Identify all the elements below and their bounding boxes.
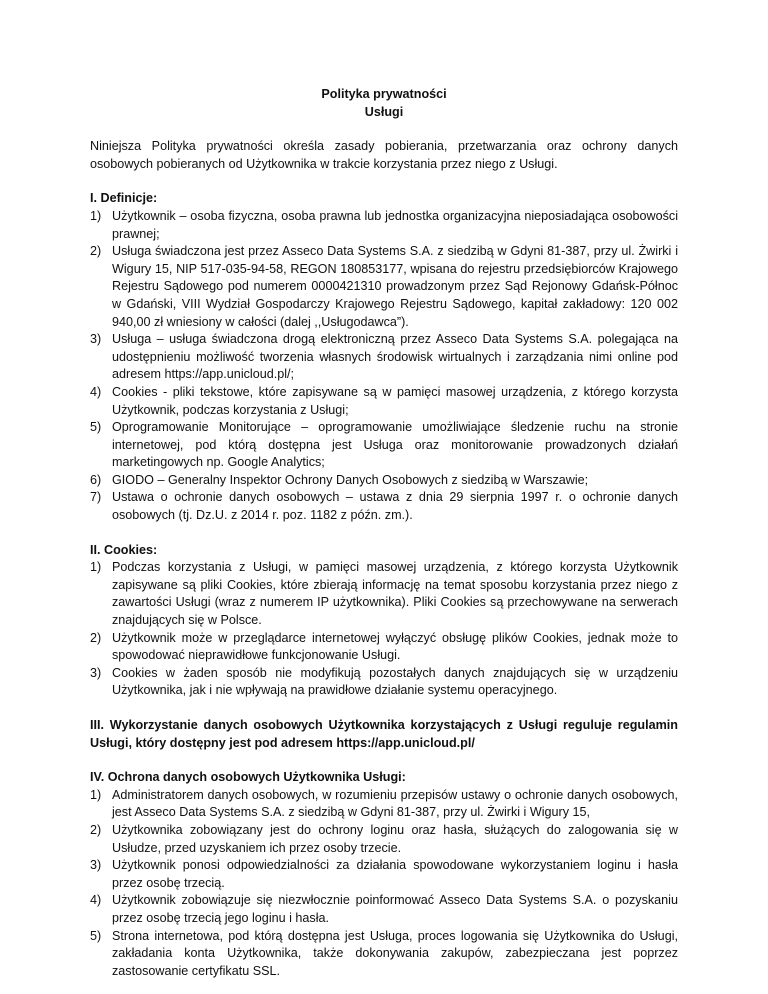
intro-paragraph: Niniejsza Polityka prywatności określa zasady pobierania, przetwarzania oraz ochrony danych osobowych pobieranych od Użytkownika w trakcie korzystania przez niego z Usługi. bbox=[90, 139, 678, 171]
list-item-number: 6) bbox=[90, 472, 102, 487]
list-item bbox=[90, 857, 678, 892]
list-item-text: Użytkownik zobowiązuje się niezwłocznie poinformować Asseco Data Systems S.A. o pozyskaniu przez osobę trzecią jego loginu i hasła. bbox=[112, 893, 678, 925]
list-item-text: Podczas korzystania z Usługi, w pamięci masowej urządzenia, z którego korzysta Użytkownik zapisywane są pliki Cookies, które zbierają informację na temat sposobu korzystania przez niego z zawartości Usługi (wraz z numerem IP użytkownika). Pliki Cookies są przechowywane na serwerach znajdujących się w Polsce. bbox=[112, 560, 678, 628]
list-item bbox=[90, 208, 678, 243]
section-protection-title: IV. Ochrona danych osobowych Użytkownika Usługi: bbox=[90, 770, 406, 785]
list-item-number: 4) bbox=[90, 384, 102, 399]
list-item-text: GIODO – Generalny Inspektor Ochrony Danych Osobowych z siedzibą w Warszawie; bbox=[112, 472, 589, 487]
list-item-text: Cookies w żaden sposób nie modyfikują pozostałych danych znajdujących się w urządzeniu Użytkownika, jak i nie wpływają na prawidłowe działanie systemu operacyjnego. bbox=[112, 665, 678, 698]
list-item-text: Usługa świadczona jest przez Asseco Data Systems S.A. z siedzibą w Gdyni 81-387, przy ul. Żwirki i Wigury 15, NIP 517-035-94-58, REGON 180853177, wpisana do rejestru przedsiębiorców Krajowego Rejestru Sądowego pod numerem 0000421310 prowadzonym przez Sąd Rejonowy Gdańsk-Północ w Gdański, VIII Wydział Gospodarczy Krajowego Rejestru Sądowego, kapitał zakładowy: 120 002 940,00 zł wniesiony w całości (dalej ,,Usługodawca”). bbox=[112, 244, 678, 329]
list-item-number: 2) bbox=[90, 244, 102, 259]
list-item-number: 5) bbox=[90, 420, 102, 435]
list-item-number: 2) bbox=[90, 630, 102, 645]
list-item-number: 2) bbox=[90, 822, 102, 837]
list-item-number: 3) bbox=[90, 665, 102, 680]
list-item bbox=[90, 419, 678, 472]
cookies-list bbox=[90, 559, 678, 700]
list-item-number: 1) bbox=[90, 787, 102, 802]
list-item-text: Ustawa o ochronie danych osobowych – ustawa z dnia 29 sierpnia 1997 r. o ochronie danych osobowych (tj. Dz.U. z 2014 r. poz. 1182 z późn. zm.). bbox=[112, 490, 678, 523]
section-definitions-title: I. Definicje: bbox=[90, 191, 158, 206]
list-item bbox=[90, 787, 678, 822]
list-item-text: Strona internetowa, pod którą dostępna jest Usługa, proces logowania się Użytkownika do Usługi, zakładania konta Użytkownika, także dokonywania zakupów, zabezpieczana jest poprzez zastosowanie certyfikatu SSL. bbox=[112, 928, 678, 978]
list-item-text: Cookies - pliki tekstowe, które zapisywane są w pamięci masowej urządzenia, z którego korzysta Użytkownik, podczas korzystania z Usługi; bbox=[112, 384, 678, 417]
list-item bbox=[90, 472, 678, 490]
list-item-text: Oprogramowanie Monitorujące – oprogramowanie umożliwiające śledzenie ruchu na stronie internetowej, pod którą dostępna jest Usługa oraz monitorowanie prowadzonych działań marketingowych np. Google Analytics; bbox=[112, 420, 678, 470]
list-item bbox=[90, 630, 678, 665]
section-usage-title: III. Wykorzystanie danych osobowych Użytkownika korzystających z Usługi reguluje regulamin Usługi, który dostępny jest pod adresem https://app.unicloud.pl/ bbox=[90, 718, 678, 750]
section-cookies-title: II. Cookies: bbox=[90, 542, 158, 557]
document-title: Polityka prywatności bbox=[321, 87, 447, 101]
definitions-list bbox=[90, 208, 678, 525]
list-item bbox=[90, 665, 678, 700]
list-item-number: 1) bbox=[90, 208, 102, 223]
protection-list bbox=[90, 787, 678, 981]
list-item-number: 3) bbox=[90, 332, 102, 347]
list-item bbox=[90, 331, 678, 384]
list-item-number: 1) bbox=[90, 560, 102, 575]
list-item-text: Usługa – usługa świadczona drogą elektroniczną przez Asseco Data Systems S.A. polegająca na udostępnieniu możliwość tworzenia własnych środowisk wirtualnych i zarządzania nimi online pod adresem https://app.unicloud.pl/; bbox=[112, 332, 678, 382]
list-item-number: 4) bbox=[90, 893, 102, 908]
list-item-text: Użytkownik – osoba fizyczna, osoba prawna lub jednostka organizacyjna nieposiadająca osobowości prawnej; bbox=[112, 208, 678, 241]
list-item-text: Użytkownik może w przeglądarce internetowej wyłączyć obsługę plików Cookies, jednak może to spowodować nieprawidłowe funkcjonowanie Usługi. bbox=[112, 630, 678, 663]
list-item-text: Użytkownik ponosi odpowiedzialności za działania spowodowane wykorzystaniem loginu i hasła przez osobę trzecią. bbox=[112, 858, 678, 890]
list-item bbox=[90, 822, 678, 857]
list-item bbox=[90, 559, 678, 629]
list-item-number: 7) bbox=[90, 490, 102, 505]
list-item-number: 3) bbox=[90, 858, 102, 873]
list-item-number: 5) bbox=[90, 928, 102, 943]
list-item bbox=[90, 384, 678, 419]
list-item-text: Administratorem danych osobowych, w rozumieniu przepisów ustawy o ochronie danych osobowych, jest Asseco Data Systems S.A. z siedzibą w Gdyni 81-387, przy ul. Żwirki i Wigury 15, bbox=[112, 787, 678, 820]
list-item-text: Użytkownika zobowiązany jest do ochrony loginu oraz hasła, służących do zalogowania się w Usłudze, przed uzyskaniem ich przez osoby trzecie. bbox=[112, 822, 678, 855]
list-item bbox=[90, 892, 678, 927]
document-subtitle: Usługi bbox=[364, 104, 404, 119]
list-item bbox=[90, 928, 678, 981]
list-item bbox=[90, 489, 678, 524]
list-item bbox=[90, 243, 678, 331]
